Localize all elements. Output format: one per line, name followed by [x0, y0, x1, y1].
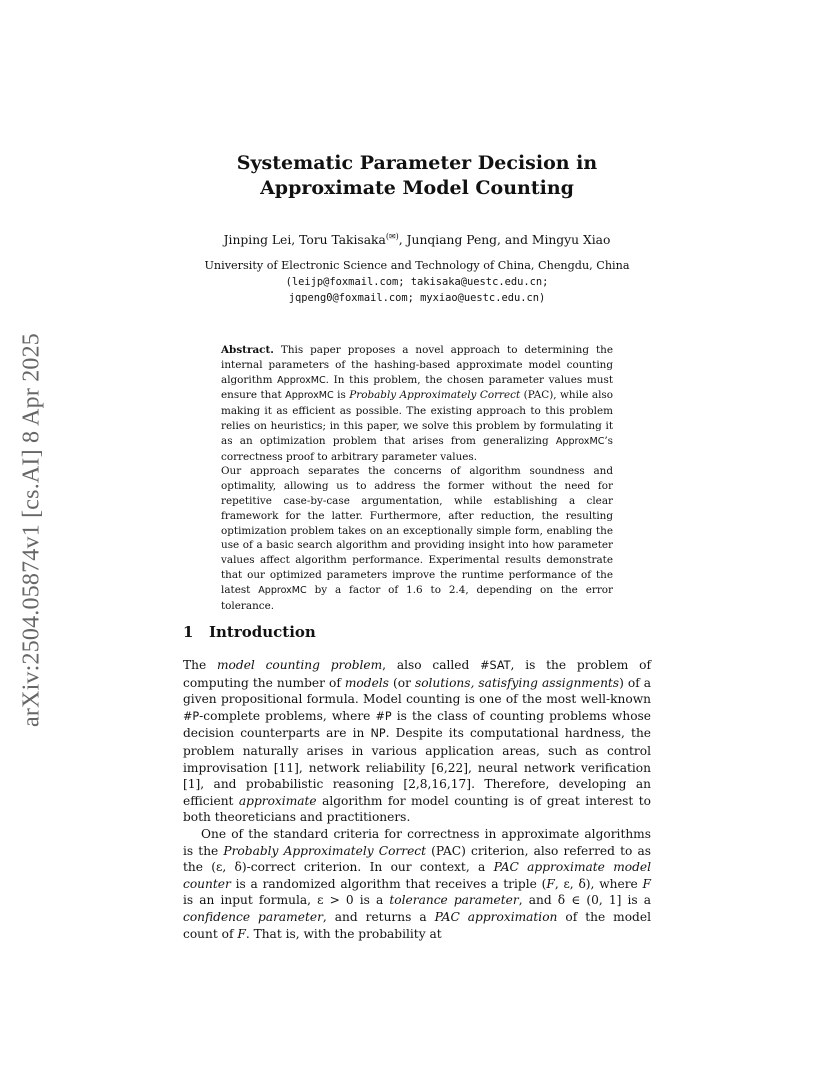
section-number: 1 — [183, 623, 194, 641]
emphasis-run: approximate — [238, 793, 317, 808]
emphasis-run: PAC approximate model counter — [183, 860, 652, 891]
text-run: , is the problem of computing the number of — [183, 658, 652, 690]
emphasis-run: PAC approximation — [434, 909, 558, 924]
abstract-text: (PAC), while also making it as efficient as possible. The existing approach to this problem relies on heuristics; in this paper, we solve this problem by formulating it as an optimization problem that arises from generalizing — [221, 389, 613, 447]
text-run: is a randomized algorithm that receives a triple ( — [230, 876, 547, 891]
intro-paragraph-2 — [183, 826, 651, 942]
emphasis-run: tolerance parameter — [389, 893, 519, 908]
text-run: One of the standard criteria for correctness in approximate algorithms is the — [183, 826, 651, 858]
algorithm-name: ApproxMC — [277, 374, 326, 386]
intro-paragraph-1 — [183, 657, 651, 826]
abstract-text: . In this problem, the chosen parameter values must ensure that — [221, 373, 613, 402]
text-run: algorithm for model counting is of great interest to both theoreticians and practitioners. — [183, 793, 651, 825]
text-run: , and returns a — [322, 909, 435, 924]
text-run: ) of a given propositional formula. Model counting is one of the most well-known — [183, 675, 652, 707]
abstract — [221, 343, 613, 613]
section-title: Introduction — [209, 623, 316, 641]
algorithm-name: ApproxMC — [285, 390, 334, 402]
text-run: . Despite its computational hardness, the problem naturally arises in various application areas, such as control improvisation [11], network reliability [6,22], neural network verification [1], and probabilistic reasoning [2,8,16,17]. Therefore, developing an efficient — [183, 726, 652, 808]
emphasis-run: models — [344, 675, 389, 690]
abstract-text: is — [333, 389, 350, 402]
text-run: , also called — [382, 658, 481, 672]
algorithm-name: ApproxMC — [555, 435, 605, 447]
complexity-class: #P — [183, 709, 200, 723]
abstract-text: by a factor of 1.6 to 2.4, depending on the error tolerance. — [221, 583, 614, 612]
emphasis-run: solutions, satisfying assignments — [414, 675, 620, 690]
text-run: -complete problems, where — [199, 708, 376, 723]
title-line-2: Approximate Model Counting — [260, 177, 574, 199]
emphasis-run: F — [546, 876, 555, 891]
section-heading — [183, 622, 316, 642]
affiliation-block — [183, 258, 651, 306]
abstract-paragraph-2 — [221, 464, 613, 613]
text-run: The — [183, 658, 217, 672]
authors-text-a: Jinping Lei, Toru Takisaka — [223, 233, 386, 248]
text-run: is an input formula, ε > 0 is a — [183, 893, 390, 908]
text-run: (or — [388, 675, 415, 690]
emails-line-2: jqpeng0@foxmail.com; myxiao@uestc.edu.cn) — [288, 292, 546, 304]
text-run: is the class of counting problems whose decision counterparts are in — [183, 708, 651, 741]
text-run: , and δ ∈ (0, 1] is a — [518, 893, 651, 908]
introduction-body — [183, 657, 651, 942]
text-run: of the model count of — [183, 909, 651, 941]
abstract-emphasis: Probably Approximately Correct — [349, 389, 521, 402]
affiliation: University of Electronic Science and Technology of China, Chengdu, China — [204, 259, 630, 272]
algorithm-name: ApproxMC — [258, 584, 307, 596]
arxiv-identifier: arXiv:2504.05874v1 [cs.AI] 8 Apr 2025 — [18, 332, 45, 728]
emphasis-run: model counting problem — [217, 658, 383, 672]
authors-text-b: , Junqiang Peng, and Mingyu Xiao — [398, 233, 611, 248]
abstract-text: Our approach separates the concerns of algorithm soundness and optimality, allowing us to address the former without the need for repetitive case-by-case argumentation, while establishing a clear framework for the latter. Furthermore, after reduction, the resulting optimization problem takes on an exceptionally simple form, enabling the use of a basic search algorithm and providing insight into how parameter values affect algorithm performance. Experimental results demonstrate that our optimized parameters improve the runtime performance of the latest — [221, 465, 613, 596]
emails-line-1: (leijp@foxmail.com; takisaka@uestc.edu.cn; — [285, 276, 549, 288]
corresponding-author-mail-icon: (✉) — [385, 232, 399, 241]
abstract-paragraph-1 — [221, 343, 613, 464]
title-line-1: Systematic Parameter Decision in — [236, 152, 598, 174]
emphasis-run: Probably Approximately Correct — [223, 843, 427, 858]
emphasis-run: F — [642, 876, 651, 891]
complexity-class: #P — [375, 709, 392, 723]
abstract-label: Abstract. — [221, 344, 274, 356]
author-list — [183, 228, 651, 249]
complexity-class: NP — [370, 727, 386, 741]
abstract-text: ’s correctness proof to arbitrary parameter values. — [221, 434, 613, 463]
text-run: . That is, with the probability at — [245, 926, 442, 941]
abstract-text: This paper proposes a novel approach to determining the internal parameters of the hashing-based approximate model counting algorithm — [221, 344, 613, 386]
emphasis-run: F — [237, 926, 246, 941]
complexity-class: #SAT — [480, 659, 511, 672]
emphasis-run: confidence parameter — [183, 909, 323, 924]
text-run: (PAC) criterion, also referred to as the (ε, δ)-correct criterion. In our context, a — [183, 843, 651, 875]
text-run: , ε, δ), where — [554, 876, 643, 891]
paper-title — [183, 151, 651, 201]
arxiv-sidebar — [10, 300, 54, 760]
